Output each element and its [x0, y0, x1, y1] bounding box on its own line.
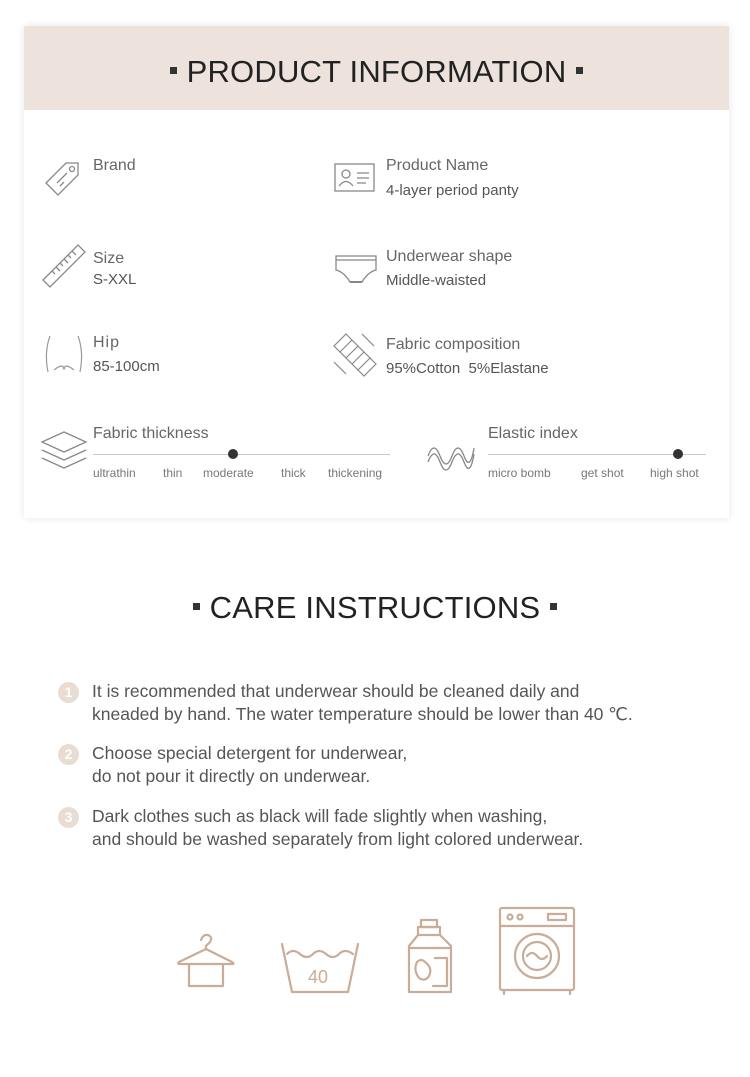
- elastic-option: high shot: [650, 466, 699, 480]
- product-name-value: 4-layer period panty: [386, 182, 519, 199]
- brand-label: Brand: [93, 157, 136, 174]
- thickness-label: Fabric thickness: [93, 425, 209, 442]
- title-bullet-left: [170, 67, 177, 74]
- wave-icon: [426, 436, 476, 472]
- wash-temperature-text: 40: [308, 967, 329, 987]
- product-info-title: PRODUCT INFORMATION: [24, 54, 729, 90]
- fabric-label: Fabric composition: [386, 336, 521, 353]
- fabric-icon: [332, 332, 378, 378]
- thickness-option: thickening: [328, 466, 383, 480]
- detergent-bottle-icon: [403, 918, 457, 996]
- elastic-option: get shot: [581, 466, 624, 480]
- care-text: Choose special detergent for underwear, do not pour it directly on underwear.: [92, 743, 408, 786]
- price-tag-icon: [40, 156, 86, 202]
- product-name-label: Product Name: [386, 157, 489, 174]
- care-text: It is recommended that underwear should be cleaned daily and kneaded by hand. The water temperature should be lower than 40 ℃.: [92, 681, 633, 724]
- wash-basin-icon: [280, 940, 360, 996]
- thickness-scale-marker: [228, 449, 238, 459]
- layers-icon: [40, 430, 88, 474]
- thickness-option: thin: [163, 466, 183, 480]
- thickness-option: moderate: [203, 466, 254, 480]
- care-title: CARE INSTRUCTIONS: [0, 590, 750, 626]
- elastic-label: Elastic index: [488, 425, 578, 442]
- elastic-scale-marker: [673, 449, 683, 459]
- ruler-icon: [40, 242, 88, 290]
- hanger-icon: [175, 932, 237, 990]
- hip-label: Hip: [93, 334, 121, 351]
- care-number-badge: 1: [58, 682, 79, 703]
- id-card-icon: [334, 162, 376, 194]
- elastic-option: micro bomb: [488, 466, 551, 480]
- care-number-badge: 2: [58, 744, 79, 765]
- thickness-scale-track: [93, 454, 390, 455]
- title-bullet-right: [576, 67, 583, 74]
- washing-machine-icon: [498, 906, 576, 996]
- shape-value: Middle-waisted: [386, 272, 487, 289]
- hip-icon: [42, 332, 86, 376]
- size-value: S-XXL: [93, 271, 137, 288]
- size-label: Size: [93, 250, 125, 267]
- product-info-card: [24, 26, 729, 518]
- underwear-icon: [334, 252, 378, 286]
- care-number-badge: 3: [58, 807, 79, 828]
- title-bullet-right: [550, 603, 557, 610]
- shape-label: Underwear shape: [386, 248, 513, 265]
- thickness-option: thick: [281, 466, 306, 480]
- title-bullet-left: [193, 603, 200, 610]
- thickness-option: ultrathin: [93, 466, 136, 480]
- care-text: Dark clothes such as black will fade slightly when washing, and should be washed separately from light colored underwear.: [92, 806, 584, 849]
- hip-value: 85-100cm: [93, 358, 160, 375]
- fabric-value: 95%Cotton 5%Elastane: [386, 360, 549, 377]
